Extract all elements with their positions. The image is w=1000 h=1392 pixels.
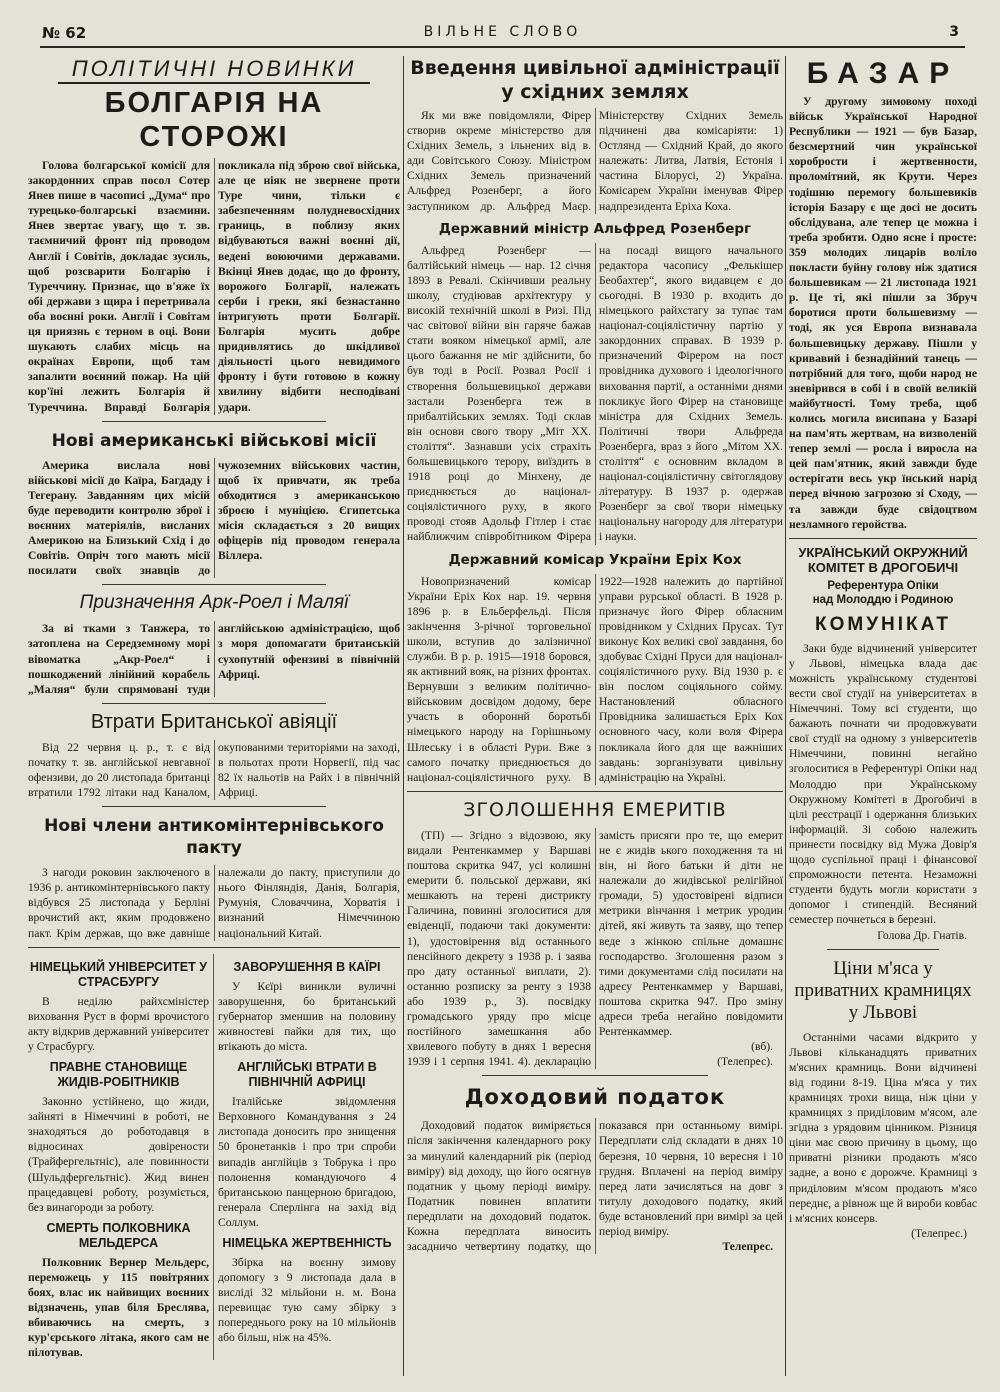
article-headline: Втрати Британської авіяції — [90, 710, 338, 733]
article-headline: УКРАЇНСЬКИЙ ОКРУЖНИЙ КОМІТЕТ В ДРОГОБИЧІ — [798, 544, 968, 575]
column-rule — [403, 56, 404, 1376]
news-briefs — [28, 954, 400, 1361]
article-headline: НІМЕЦЬКА ЖЕРТВЕННІСТЬ — [222, 1235, 392, 1250]
article-body: (ТП) — Згідно з відозвою, яку видали Рентенкаммер у Варшаві поштова скритка 947, усі колишні емерити б. польської держави, які мешкають на терені дистрикту Галичина, повинні зголоситися для евіденції, подаючи такі документи: 1), удостовірення від останнього пенсійного декрету з 1938 р. і заява про дату останньої виплати, 2). останню розписку за ренту з 1938 або 1939 р., 3). посвідку громадського уряду про місце постійного замешкання або хвилевого побуту в днях 1 вересня 1939 і 1 серпня 1941. 4). декларацію замість присяги про те, що емерит не є жидів ького походження та ні він, ні його батьки й діти не належали до жидівської релігійної громади, 5) удостовірені відписи метрики вінчання і метрик уродин дітей, які живуть та заяву, що тепер веде з жінкою спільне домашнє господарство. Зголошення разом з тими документами слід посилати на адресу Рентенкаммер у Варшаві, поштова скритка 947. Про зміну адреси треба негайно повідомити Рентенкаммер. (вб). (Телепрес). — [407, 828, 783, 1069]
column-middle — [407, 56, 783, 1381]
article-body: За ві тками з Танжера, то затоплена на Середземному морі вівоматка „Акр-Роел“ і пошкоджений лінійний корабель „Маляя“ були спрямовані туди англійською адміністрацією, щоб з моря допомагати британській сухопутній офензиві в північній Африці. — [28, 622, 400, 696]
column-left — [28, 56, 400, 1381]
article-headline: Призначення Арк-Роел і Маляї — [79, 592, 349, 614]
article-headline: Ціни м'яса у приватних крамницях у Львові — [794, 957, 972, 1023]
article-headline: АНГЛІЙСЬКІ ВТРАТИ В ПІВНІЧНІЙ АФРИЦІ — [237, 1060, 377, 1090]
article-headline: ЗАВОРУШЕННЯ В КАЇРІ — [233, 959, 381, 974]
article-body: Заки буде відчинений університет у Львові, німецька влада дає можність українському студентові вести свої студії на університетах в Німеччині. Тому всі студенти, що бажають почнати чи продовжувати свої студії на одному з університетів Німеччини, повинні негайно зголоситися в Референтурі Опіки над Молоддю при Українському Окружному Комітеті в Дрогобичі в цілі реєстрації і одержання близьких інформацій. Зі собою належить принести посвідку від Мужа Довір'я щодо суспільної праці і фінансової спроможности петента. Незаможні студенти будуть могли користати з допомог і стипендій. Весняний семестер почнеться в березні. Голова Др. Гнатів. — [789, 641, 977, 942]
section-title: ПОЛІТИЧНІ НОВИНКИ — [58, 56, 370, 84]
article-headline: Державний міністр Альфред Розенберг — [438, 220, 752, 237]
article-body: Новопризначений комісар України Еріх Кох нар. 19. червня 1896 р. в Ельберфельді. Після закінчення 3-річної торговельної школи, вступив до залізничної служби. В р. р. 1915—1918 боровся, як активний вояк, на різних фронтах. Вернувши з великим політично-військовим досвідом додому, бере участь в обороннй боротьбі німецького народу на Горішньому Шлеську і в області Рури. Вже з самого початку приєднюється до націонал-соціялістичного руху. В 1922—1928 належить до партійної управи рурської області. В 1928 р. призначує його Фірер обласним провідником у Східних Прусах. Тут виконує Кох великі свої завдання, бо здобуває Східні Пруси для націонал-соціялістичного руху. Від 1930 р. є він послом соціяльного сойму. Настановлений обласного Провідника залишається Еріх Кох основного часу, коли воля Фірера покликала його для ще важніших завдань: зорганізувати цивільну адміністрацію на Україні. — [407, 574, 783, 784]
column-rule — [785, 56, 786, 1376]
article-body: Законно устійнено, що жиди, зайняті в Німеччині в роботі, не знаходяться до роботодавця в відносинах довірености (Трайфергельтніс), але повинности (Шульдфергельтніс). Жид винен працедавцеві роботу, розуміється, без винагороди за роботу. — [28, 1095, 209, 1214]
article-source: Телепрес. — [722, 1240, 773, 1254]
article-body: В неділю райхсміністер виховання Руст в формі врочистого акту відкрив державний університет у Страсбургу. — [28, 994, 209, 1053]
article-headline: Нові американські військові місії — [51, 430, 377, 451]
article-body: Як ми вже повідомляли, Фірер створив окреме міністерство для Східних Земель, з ільнених від в. ади Совітського Союзу. Міністром Східних Земель призначений Альфред Розенберг, а його заступником др. Альфред Маєр. Міністерству Східних Земель підчинені два комісаріяти: 1) Остлянд — Східний Край, до якого належать: Литва, Латвія, Естонія і частина Білорусі, 2) Україна. Комісарем України іменував Фірер надпрезидента Еріха Коха. — [407, 109, 783, 213]
article-body: У другому зимовому поході військ Української Народної Республики — 1921 — був Базар, безсмертний чин української хоробрости і жертвенности, проломітний, як Крути. Через тодішню перемогу большевиків історія Базару є ще досі не досить обслідувана, але тепер це можна і треба зробити. Одно ясне і просте: 359 молодих лицарів воліло покласти буйну голову ніж здатися большевикам — 21 листопада 1921 р. Це ті, які пішли за Збруч боротися проти большевизму — тоді, як уся Европа визнавала большевицьку державу. Пішли у кривавий і безнадійний танець — потрібний для того, щоби народ не зневірився в собі і в своїй великій майбутності. Тому треба, щоб колись могила висипана у Базарі на пам'ять жертвам, на визволеній тепер землі — росла і виросла на цей пам'ятник, який завжди буде остерігати весь укр їнський нарід перед вічною загрозою зі Сходу, — та завжди буде свідоцтвом незламного геройства. — [789, 95, 977, 531]
subheading: Референтура Опіки — [827, 579, 939, 592]
page-number: 3 — [949, 24, 959, 40]
subheading: над Молоддю і Родиною — [812, 593, 954, 606]
article-headline: БАЗАР — [806, 57, 960, 90]
article-headline: НІМЕЦЬКИЙ УНІВЕРСИТЕТ У СТРАСБУРГУ — [30, 959, 207, 989]
article-signature: Голова Др. Гнатів. — [877, 928, 967, 942]
article-headline: ЗГОЛОШЕННЯ ЕМЕРИТІВ — [463, 798, 727, 821]
briefs-left — [28, 954, 214, 1361]
article-body: Збірка на воєнну зимову допомогу з 9 листопада дала в висліді 32 мільйони н. м. Вона перевищає тую саму збірку з попереднього року на 10 мільйонів або більш, ніж на 45%. — [218, 1255, 396, 1345]
article-body: З нагоди роковин заключеного в 1936 р. антикомінтернівського пакту відбувся 25 листопада у Берліні врочистий акт, яким продовжено пакт. Крім держав, що вже давніше належали до пакту, приступили до нього Фінляндія, Данія, Болгарія, Румунія, Словаччина, Хорватія і визнаний Німеччиною національний Китай. — [28, 866, 400, 940]
article-body: Від 22 червня ц. р., т. є від початку т. зв. англійської невгавної офензиви, до 20 листопада британці втратили 1792 літаки над Каналом, окупованими територіями на заході, в польотах проти Норвегії, під час 82 їх нальотів на Райх і в північній Африці. — [28, 740, 400, 800]
article-headline: ПРАВНЕ СТАНОВИЩЕ ЖИДІВ-РОБІТНИКІВ — [49, 1060, 188, 1090]
newspaper-title: ВІЛЬНЕ СЛОВО — [423, 24, 582, 40]
article-headline: БОЛГАРІЯ НА СТОРОЖІ — [104, 87, 324, 153]
article-body: Альфред Розенберг — балтійський німець — нар. 12 січня 1893 в Ревалі. Скінчивши реальну школу, студіював архітектуру у високій технічній школі в Ризі. Під час світової війни він гаряче бажав стати вояком німецької армії, але цього бажання не міг здійснити, бо був тоді в Росії. Розвал Росії і створення большевицької держави застали Розенберга теж в прибалтійських землях. Тоді склав він основи свого твору „Міт ХХ. століття“. Зазнавши усіх страхіть большевицького терору, виїздить в 1918 році до Мінхену, де приєднюється до націонал-соціялістичного руху, в якого проводі стояв Адольф Гітлер і стає найближчим співробітником Фірера на посаді вищого начального редактора часопису „Фелькішер Беобахтер“, якого видавцем є до сьогодні. В 1930 р. входить до німецького райхстагу за тупає там націонал-соціялістичну партію у закордонних справах. В 1939 р. призначений Фірером на пост провідника духового і ідеологічного виховання партії, а останніми днями покликує його Фірер на становище міністра для Східних Земель. Політичні твори Альфреда Розенберга, враз з його „Мітом ХХ. століття“ є основним вкладом в націонал-соціялістичну світоглядову літературу. В 1937 р. одержав Розенберг за свої твори німецьку національну нагороду для літератури і науки. — [407, 243, 783, 544]
article-headline: Нові члени антикомінтернівського пакту — [44, 816, 384, 859]
article-body: Останніми часами відкрито у Львові кільканадцять приватних м'ясних крамниць. Вони відчинені від години 8-19. Ціна м'яса у тих крамницях трохи вища, ніж ціни у крамницях з приділовим м'ясом, але згідна з урядовим цінником. Різниця ціни має свою причину в цьому, що приватні різники продають м'ясо задне, а воно є дорожче. Крамниці з приділовим м'ясом продають м'ясо переднє, а рівнож ще й вироби ковбас і м'ясних консерв. (Телепрес.) — [789, 1030, 977, 1240]
article-body: Доходовий податок виміряється після закінчення календарного року за минулий календарний рік (період виміру) від доходу, що його осягнув податник у цьому періоді виміру. Податник повинен вплатити передплати на доходовий податок. Кожна передплата виносить засадничо четвертину податку, що показався при останньому вимірі. Передплати слід складати в днях 10 березня, 10 червня, 10 вересня і 10 грудня. Вплачені на період виміру перед лати зачисляться на довг з титулу доходового податку, який буде встановлений при вимірі за цей період виміру. Телепрес. — [407, 1119, 783, 1254]
article-headline: СМЕРТЬ ПОЛКОВНИКА МЕЛЬДЕРСА — [46, 1220, 191, 1250]
article-body: У Кєїрі виникли вуличні заворушення, бо британський губернатор зменшив на половину живностеві пайки для тих, що втікають до міста. — [218, 979, 396, 1054]
masthead — [40, 22, 965, 48]
article-headline: Введення цивільної адміністрації у східних землях — [410, 57, 780, 103]
column-right — [789, 56, 977, 1381]
article-headline: Державний комісар України Еріх Кох — [448, 551, 742, 568]
issue-number: № 62 — [42, 24, 87, 42]
article-signature: (вб). — [751, 1040, 773, 1054]
article-source: (Телепрес.) — [911, 1226, 967, 1240]
article-source: (Телепрес). — [717, 1055, 773, 1069]
article-body: Полковник Вернер Мельдерс, переможець у 115 повітряних боях, влас ик найвищих воєнних відзначень, упав біля Бреслява, вбиваючись на смерть, з кур'єрського літака, якого сам не пілотував. — [28, 1255, 209, 1360]
article-headline: Доходовий податок — [464, 1085, 726, 1110]
article-body: Італійське звідомлення Верховного Командування з 24 листопада доносить про знищення 50 бронетанків і про три спроби випадів англійців з Тобрука і про полонення командуючого 4 британською панцерною бригадою, генерала Сперлінга на захід від Соллум. — [218, 1095, 396, 1229]
briefs-right — [214, 954, 400, 1361]
article-body: Америка вислала нові військові місії до Каїра, Багдаду і Тегерану. Завданням цих місій буде переводити контролю зброї і воєнних матеріялів, висланих Америкою на Близький Схід і до Совітів. Опріч того мають місії посилати своїх знавців до чужоземних військових частин, щоб їх привчати, як треба обходитися з американською зброєю і муніцією. Єгипетська місія складається з 20 вищих офіцерів під проводом генерала Віллера. — [28, 458, 400, 578]
article-headline: КОМУНІКАТ — [815, 613, 951, 635]
article-body: Голова болгарської комісії для закордонних справ посол Сотер Янев пише в часописі „Дума“ про турецько-болгарські взаємини. Янев звертає увагу, що т. зв. таємничий фронт під проводом Англії і Совітів, докладає зусиль, щоб розсварити Болгарію і Туреччину. Признає, що в'яже їх обі держави з щира і перетривала оба воєнні роки. Англії і Совітам ця приязнь є терном в оці. Вони шукають слабих місць на окраїнах Европи, щоб там запалити воєнний пожар. На цій кор'їні лежить Болгарія й Туреччина. Вправді Болгарія покликала під зброю свої війська, але це ніяк не звернене проти Туре чини, тільки є забезпеченням полудневосхідних границь, в поблизу яких відбуваються важні воєнні дії, ведені воюючими державами. Вкінці Янев додає, що до фронту, ворожого Болгарії, належать серби і греки, які безнастанно інтригують проти Болгарії. Болгарія мусить добре придивлятись до шкідливої діяльності цього невидимого фронту і бути готовою в кожну хвилину відбити несподівані удари. — [28, 159, 400, 414]
